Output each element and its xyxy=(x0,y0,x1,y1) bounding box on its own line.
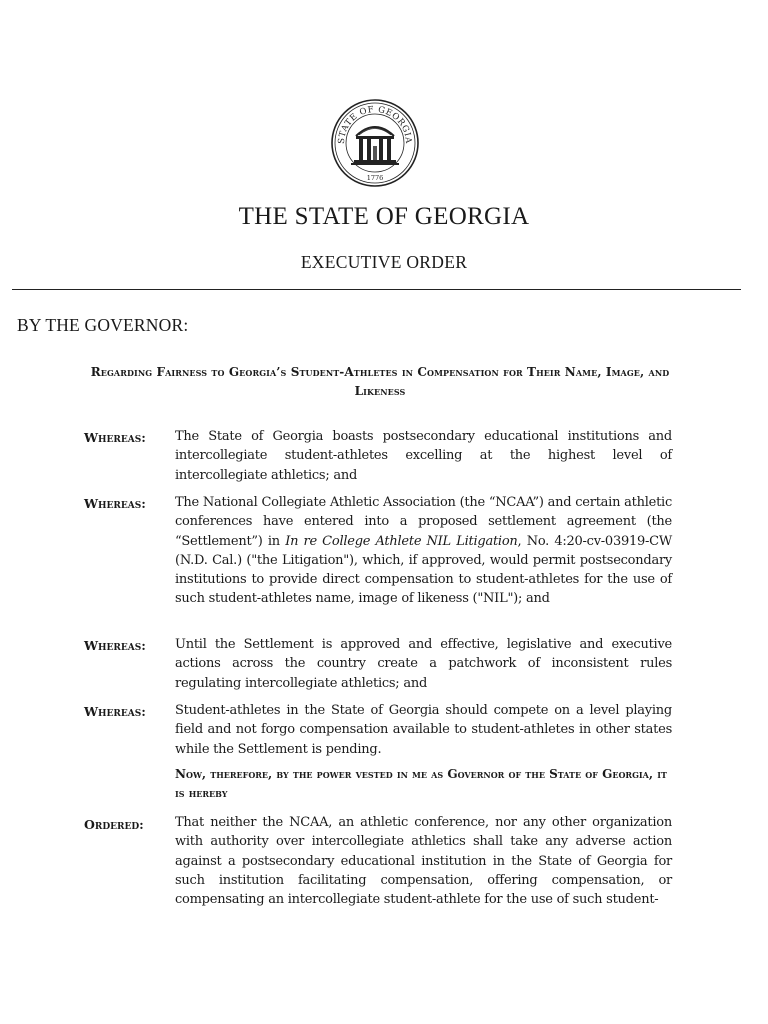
header-divider xyxy=(12,289,741,290)
whereas-text-1: The State of Georgia boasts postsecondary educational institutions and intercollegiate student-athletes excelling at the highest level of intercollegiate athletics; and xyxy=(175,429,672,483)
whereas-label-4: Whereas: xyxy=(84,704,146,719)
by-the-governor-line: BY THE GOVERNOR: xyxy=(17,315,189,335)
whereas-text-2-before: The National Collegiate Athletic Association (the “NCAA”) and certain athletic conferences have entered into a proposed settlement agreement (the “Settlement”) in xyxy=(175,495,672,549)
state-seal-icon xyxy=(330,98,420,188)
seal-ring-text: STATE OF GEORGIA xyxy=(336,104,414,145)
ordered-label: Ordered: xyxy=(84,817,144,832)
case-name: In re College Athlete NIL Litigation xyxy=(285,533,518,549)
whereas-label-1: Whereas: xyxy=(84,430,146,445)
whereas-text-3: Until the Settlement is approved and effective, legislative and executive actions across the country create a patchwork of inconsistent rules regulating intercollegiate athletics; and xyxy=(175,637,672,691)
whereas-text-2-after: , No. 4:20-cv-03919-CW (N.D. Cal.) ("the Litigation"), which, if approved, would permit postsecondary institutions to provide direct compensation to student-athletes for the use of such student-athletes name, image of likeness ("NIL"); and xyxy=(175,533,672,607)
whereas-text-4: Student-athletes in the State of Georgia should compete on a level playing field and not forgo compensation available to student-athletes in other states while the Settlement is pending. xyxy=(175,703,672,757)
order-heading: Regarding Fairness to Georgia’s Student-Athletes in Compensation for Their Name, Image, and Likeness xyxy=(90,365,670,398)
whereas-text-2 xyxy=(175,493,672,609)
now-therefore-clause: Now, therefore, by the power vested in me as Governor of the State of Georgia, it is hereby xyxy=(175,767,667,800)
document-subtitle: EXECUTIVE ORDER xyxy=(300,252,468,272)
ordered-text: That neither the NCAA, an athletic conference, nor any other organization with authority over intercollegiate athletics shall take any adverse action against a postsecondary educational institution in the State of Georgia for such institution facilitating compensation, offering compensation, or compensating an intercollegiate student-athlete for the use of such student- xyxy=(175,815,672,908)
whereas-label-2: Whereas: xyxy=(84,496,146,511)
document-title: THE STATE OF GEORGIA xyxy=(238,203,530,230)
whereas-label-3: Whereas: xyxy=(84,638,146,653)
seal-year: 1776 xyxy=(366,174,384,182)
